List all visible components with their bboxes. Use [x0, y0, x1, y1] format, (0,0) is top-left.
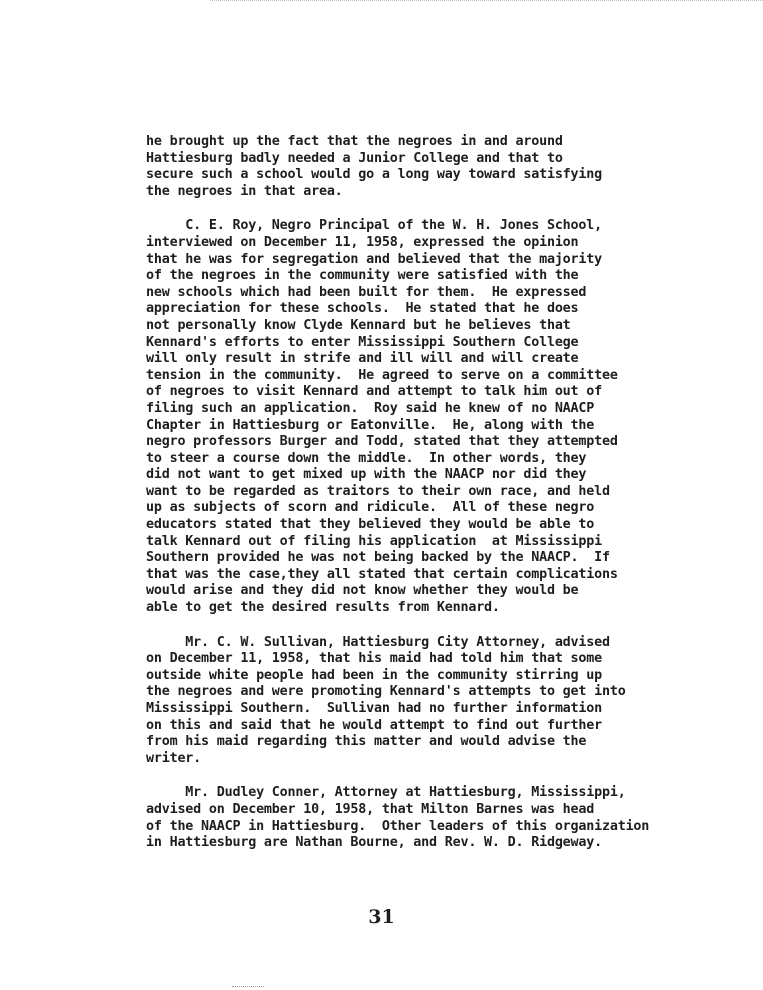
text-line: in Hattiesburg are Nathan Bourne, and Rev. W. D. Ridgeway.	[146, 835, 602, 851]
text-line: will only result in strife and ill will and will create	[146, 351, 579, 367]
text-line: Mr. C. W. Sullivan, Hattiesburg City Attorney, advised	[146, 634, 610, 650]
paragraph-sullivan	[146, 635, 736, 768]
text-line: educators stated that they believed they would be able to	[146, 517, 595, 533]
paragraph-college-need	[146, 134, 736, 200]
text-line: want to be regarded as traitors to their own race, and held	[146, 483, 610, 499]
text-line: talk Kennard out of filing his application at Mississippi	[146, 533, 602, 549]
text-line: interviewed on December 11, 1958, expressed the opinion	[146, 234, 579, 250]
text-line: that he was for segregation and believed that the majority	[146, 251, 602, 267]
text-line: outside white people had been in the community stirring up	[146, 667, 602, 683]
text-line: tension in the community. He agreed to serve on a committee	[146, 367, 618, 383]
text-line: on December 11, 1958, that his maid had told him that some	[146, 651, 602, 667]
text-line: of the negroes in the community were satisfied with the	[146, 268, 579, 284]
text-line: of the NAACP in Hattiesburg. Other leaders of this organization	[146, 818, 650, 834]
text-line: the negroes and were promoting Kennard's attempts to get into	[146, 684, 626, 700]
bottom-dotted-mark	[232, 986, 264, 987]
text-line: he brought up the fact that the negroes in and around	[146, 134, 563, 149]
top-dotted-rule	[210, 0, 763, 1]
text-line: C. E. Roy, Negro Principal of the W. H. Jones School,	[146, 218, 602, 234]
text-line: new schools which had been built for them. He expressed	[146, 284, 587, 300]
paragraph-conner	[146, 785, 736, 851]
text-line: not personally know Clyde Kennard but he believes that	[146, 317, 571, 333]
text-line: up as subjects of scorn and ridicule. All of these negro	[146, 500, 595, 516]
text-line: advised on December 10, 1958, that Milton Barnes was head	[146, 801, 595, 817]
text-line: negro professors Burger and Todd, stated that they attempted	[146, 434, 618, 450]
text-line: would arise and they did not know whether they would be	[146, 583, 579, 599]
text-line: Chapter in Hattiesburg or Eatonville. He, along with the	[146, 417, 595, 433]
text-line: of negroes to visit Kennard and attempt to talk him out of	[146, 384, 602, 400]
text-line: appreciation for these schools. He stated that he does	[146, 301, 579, 317]
text-line: Mr. Dudley Conner, Attorney at Hattiesburg, Mississippi,	[146, 785, 626, 801]
text-line: that was the case,they all stated that certain complications	[146, 566, 618, 582]
text-line: on this and said that he would attempt to find out further	[146, 717, 602, 733]
text-line: did not want to get mixed up with the NAACP nor did they	[146, 467, 587, 483]
text-line: Mississippi Southern. Sullivan had no further information	[146, 701, 602, 716]
document-body	[146, 134, 736, 870]
text-line: from his maid regarding this matter and would advise the	[146, 734, 587, 750]
text-line: secure such a school would go a long way toward satisfying	[146, 167, 602, 183]
text-line: the negroes in that area.	[146, 183, 343, 199]
text-line: Southern provided he was not being backed by the NAACP. If	[146, 550, 610, 566]
text-line: to steer a course down the middle. In other words, they	[146, 450, 587, 466]
text-line: Hattiesburg badly needed a Junior College and that to	[146, 150, 563, 166]
text-line: filing such an application. Roy said he knew of no NAACP	[146, 400, 595, 416]
paragraph-roy-interview	[146, 218, 736, 616]
page-number: 31	[368, 906, 395, 928]
text-line: Kennard's efforts to enter Mississippi Southern College	[146, 334, 579, 350]
text-line: writer.	[146, 750, 202, 766]
text-line: able to get the desired results from Kennard.	[146, 600, 500, 616]
